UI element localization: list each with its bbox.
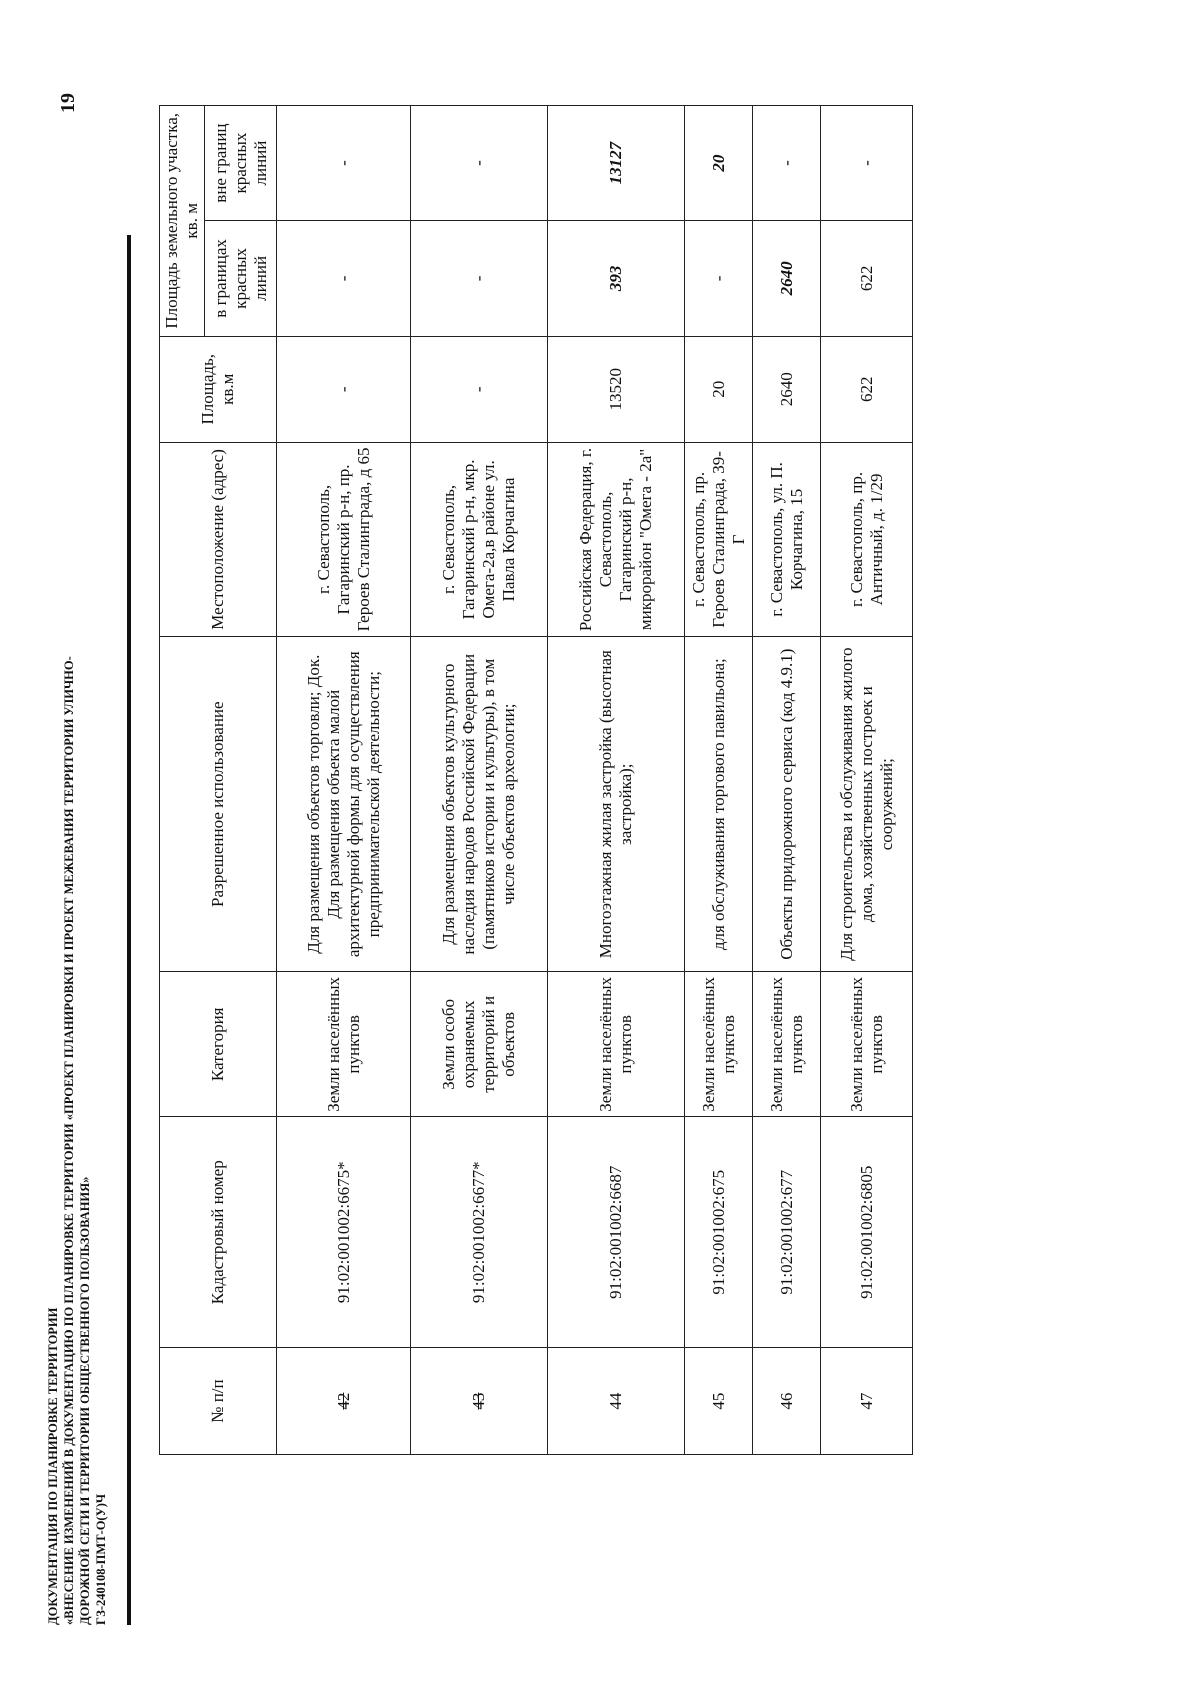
- cell-num: 46: [753, 1348, 821, 1455]
- cell-permitted-use: для обслуживания торгового павильона;: [685, 637, 753, 972]
- cell-outside: -: [821, 106, 913, 221]
- rotated-page-content: [45, 105, 1095, 1625]
- cell-category: Земли особо охраняемых территорий и объектов: [411, 972, 548, 1117]
- document-header: [45, 125, 109, 1625]
- cell-inside: -: [411, 221, 548, 336]
- header-divider: [127, 235, 131, 1625]
- cell-category: Земли населённых пунктов: [821, 972, 913, 1117]
- page-number: 19: [57, 93, 79, 113]
- cell-category: Земли населённых пунктов: [753, 972, 821, 1117]
- cell-outside: -: [753, 106, 821, 221]
- land-plots-table: [159, 105, 913, 1455]
- cell-location: г. Севастополь, пр. Античный, д. 1/29: [821, 442, 913, 636]
- cell-cadastral: 91:02:001002:6805: [821, 1117, 913, 1348]
- cell-inside: -: [685, 221, 753, 336]
- cell-permitted-use: Для размещения объектов культурного наследия народов Российской Федерации (памятников истории и культуры), в том числе объектов археологии;: [411, 637, 548, 972]
- header-area: Площадь, кв.м: [160, 336, 277, 442]
- cell-cadastral: 91:02:001002:6677*: [411, 1117, 548, 1348]
- header-location: Местоположение (адрес): [160, 442, 277, 636]
- cell-inside: 622: [821, 221, 913, 336]
- table-row: [821, 106, 913, 1455]
- cell-num: 44: [548, 1348, 685, 1455]
- header-inside-red-lines: в границах красных линий: [205, 221, 277, 336]
- cell-cadastral: 91:02:001002:677: [753, 1117, 821, 1348]
- header-permitted-use: Разрешенное использование: [160, 637, 277, 972]
- cell-permitted-use: Для строительства и обслуживания жилого дома, хозяйственных построек и сооружений;: [821, 637, 913, 972]
- cell-area: 20: [685, 336, 753, 442]
- cell-area: 13520: [548, 336, 685, 442]
- cell-permitted-use: Объекты придорожного сервиса (код 4.9.1): [753, 637, 821, 972]
- cell-category: Земли населённых пунктов: [548, 972, 685, 1117]
- cell-location: Российская Федерация, г. Севастополь, Гагаринский р-н, микрорайон "Омега - 2а": [548, 442, 685, 636]
- cell-inside: 2640: [753, 221, 821, 336]
- cell-location: г. Севастополь, Гагаринский р-н, мкр. Омега-2а,в районе ул. Павла Корчагина: [411, 442, 548, 636]
- cell-num: 42: [277, 1348, 411, 1455]
- table-row: [277, 106, 411, 1455]
- table-row: [753, 106, 821, 1455]
- cell-permitted-use: Для размещения объектов торговли; Док. Для размещения объекта малой архитектурной формы для осуществления предпринимательской деятельности;: [277, 637, 411, 972]
- header-line-2: «ВНЕСЕНИЕ ИЗМЕНЕНИЙ В ДОКУМЕНТАЦИЮ ПО ПЛАНИРОВКЕ ТЕРРИТОРИИ «ПРОЕКТ ПЛАНИРОВКИ И ПРОЕКТ МЕЖЕВАНИЯ ТЕРРИТОРИИ УЛИЧНО-: [62, 656, 76, 1625]
- cell-category: Земли населённых пунктов: [277, 972, 411, 1117]
- cell-inside: 393: [548, 221, 685, 336]
- cell-area: -: [277, 336, 411, 442]
- cell-cadastral: 91:02:001002:675: [685, 1117, 753, 1348]
- cell-outside: -: [277, 106, 411, 221]
- table-row: [411, 106, 548, 1455]
- cell-inside: -: [277, 221, 411, 336]
- cell-area: -: [411, 336, 548, 442]
- header-outside-red-lines: вне границ красных линий: [205, 106, 277, 221]
- cell-category: Земли населённых пунктов: [685, 972, 753, 1117]
- cell-cadastral: 91:02:001002:6675*: [277, 1117, 411, 1348]
- cell-location: г. Севастополь, пр. Героев Сталинграда, 39-Г: [685, 442, 753, 636]
- cell-outside: 13127: [548, 106, 685, 221]
- cell-location: г. Севастополь, ул. П. Корчагина, 15: [753, 442, 821, 636]
- table-row: [685, 106, 753, 1455]
- cell-num: 47: [821, 1348, 913, 1455]
- table-row: [548, 106, 685, 1455]
- header-line-1: ДОКУМЕНТАЦИЯ ПО ПЛАНИРОВКЕ ТЕРРИТОРИИ: [46, 1307, 60, 1625]
- cell-outside: 20: [685, 106, 753, 221]
- header-line-3: ДОРОЖНОЙ СЕТИ И ТЕРРИТОРИИ ОБЩЕСТВЕННОГО ПОЛЬЗОВАНИЯ»: [78, 1176, 92, 1625]
- cell-location: г. Севастополь, Гагаринский р-н, пр. Героев Сталинграда, д 65: [277, 442, 411, 636]
- cell-area: 622: [821, 336, 913, 442]
- cell-permitted-use: Многоэтажная жилая застройка (высотная застройка);: [548, 637, 685, 972]
- header-plot-area: Площадь земельного участка, кв. м: [160, 106, 205, 337]
- header-num: № п/п: [160, 1348, 277, 1455]
- header-line-4: ГЗ-240108-ПМТ-О(У)Ч: [94, 1493, 108, 1625]
- cell-num: 43: [411, 1348, 548, 1455]
- cell-outside: -: [411, 106, 548, 221]
- header-category: Категория: [160, 972, 277, 1117]
- cell-cadastral: 91:02:001002:6687: [548, 1117, 685, 1348]
- header-cadastral: Кадастровый номер: [160, 1117, 277, 1348]
- cell-area: 2640: [753, 336, 821, 442]
- cell-num: 45: [685, 1348, 753, 1455]
